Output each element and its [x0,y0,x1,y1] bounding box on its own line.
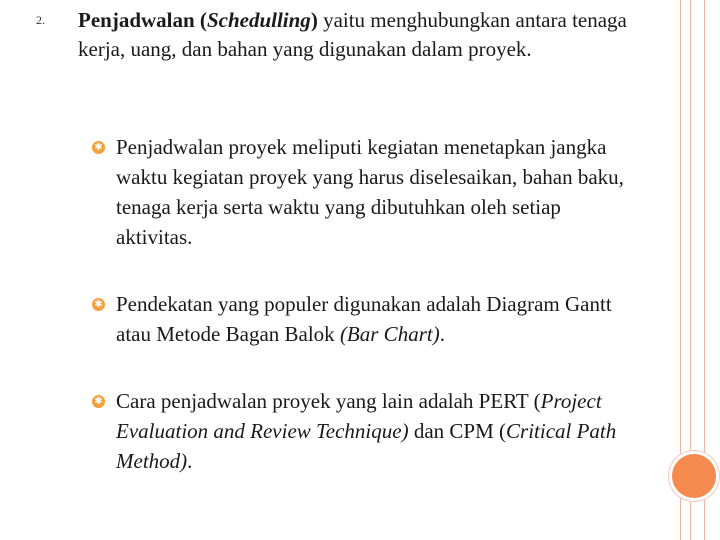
list-item [92,132,632,252]
gear-icon: ✱ [92,395,105,408]
main-paragraph-text: yaitu menghubungkan antara tenaga kerja, uang, dan bahan yang digunakan dalam proyek. [78,8,627,61]
bullet-text-italic: (Bar Chart) [339,322,440,346]
bullet-list [92,132,632,476]
term-italic: Schedulling [206,8,311,32]
bullet-text: Penjadwalan proyek meliputi kegiatan menetapkan jangka waktu kegiatan proyek yang harus diselesaikan, bahan baku, tenaga kerja serta waktu yang dibutuhkan oleh setiap aktivitas. [116,135,624,249]
gear-icon: ✱ [92,141,105,154]
main-paragraph [78,6,638,64]
bullet-text [116,289,632,349]
list-item [92,289,632,349]
bullet-text-part: Pendekatan yang populer digunakan adalah Diagram Gantt atau Metode Bagan Balok [116,292,612,346]
bullet-text-part: Cara penjadwalan proyek yang lain adalah PERT ( [116,389,541,413]
bullet-text-italic: Project Evaluation and Review Technique) [116,389,602,443]
list-item [92,386,632,476]
term-prefix: Penjadwalan ( [78,8,207,32]
term-suffix: ) [310,8,318,32]
bullet-text-part: . [439,322,445,346]
bullet-text-part: . [187,449,193,473]
bullet-text-part: dan CPM ( [408,419,507,443]
bullet-text-italic: Critical Path Method) [116,419,617,473]
list-number: 2. [36,13,45,27]
gear-icon: ✱ [92,298,105,311]
decorative-circle [669,451,719,501]
bullet-text [116,386,632,476]
